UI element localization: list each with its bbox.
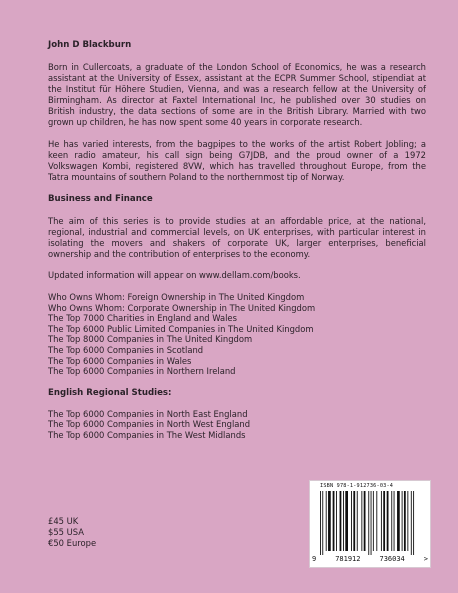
barcode-bar [376, 491, 377, 551]
barcode-bar [353, 491, 355, 551]
barcode-bar [326, 491, 327, 551]
series-title: The Top 8000 Companies in The United Kingdom [48, 334, 253, 345]
barcode-bar [351, 491, 352, 551]
barcode-bar [343, 491, 344, 551]
barcode-bar [322, 491, 323, 555]
barcode-bar [357, 491, 358, 551]
barcode-bar [383, 491, 385, 551]
series-title: The Top 6000 Companies in Northern Ireland [48, 366, 236, 377]
barcode-bar [364, 491, 366, 551]
barcode-bar [402, 491, 403, 551]
price-usa: $55 USA [48, 527, 84, 537]
series-title: Who Owns Whom: Foreign Ownership in The United Kingdom [48, 292, 305, 302]
author-name: John D Blackburn [48, 40, 132, 50]
series-titles-list [48, 292, 426, 377]
barcode-bar [407, 491, 408, 551]
series-title: The Top 6000 Public Limited Companies in The United Kingdom [48, 323, 314, 334]
isbn-barcode [309, 480, 431, 568]
barcode-digit-first: 9 [312, 555, 317, 563]
barcode-bar [368, 491, 369, 555]
barcode-bar [411, 491, 412, 555]
series-title: The Top 6000 Companies in Wales [48, 355, 192, 366]
barcode-bar [361, 491, 362, 551]
regional-title: The Top 6000 Companies in North West England [48, 419, 251, 430]
barcode-bar [373, 491, 374, 551]
price-uk: £45 UK [48, 516, 79, 526]
regional-title: The Top 6000 Companies in The West Midlands [48, 429, 246, 440]
isbn-label: ISBN 978-1-912736-03-4 [320, 483, 394, 489]
barcode-bar [320, 491, 321, 555]
barcode-bar [413, 491, 414, 555]
barcode-bar [336, 491, 337, 551]
regional-title: The Top 6000 Companies in North East England [48, 408, 248, 419]
barcode-end-mark: > [423, 555, 428, 563]
barcode-bar [381, 491, 382, 551]
regional-heading: English Regional Studies: [48, 387, 172, 398]
regional-titles-list [48, 409, 426, 441]
barcode-bar [371, 491, 372, 555]
barcode-bar [340, 491, 342, 551]
series-title: Who Owns Whom: Corporate Ownership in The United Kingdom [48, 302, 316, 313]
barcode-bar [404, 491, 406, 551]
barcode-bar [397, 491, 400, 551]
author-bio-paragraph-1: Born in Cullercoats, a graduate of the London School of Economics, he was a research assistant at the University of Essex, assistant at the ECPR Summer School, stipendiat at the Institut für Höhere Studien, Vienna, and was a research fellow at the University of Birmingham. As director at Faxtel International Inc, he published over 30 studies on British industry, the data sections of some are in the British Library. Married with two grown up children, he has now spent some 40 years in corporate research. [48, 62, 426, 127]
barcode-digits [312, 555, 428, 563]
barcode-bar [328, 491, 331, 551]
update-note: Updated information will appear on www.dellam.com/books. [48, 270, 301, 280]
barcode-bars-icon [318, 491, 422, 555]
back-cover-text [48, 40, 426, 441]
price-list [48, 516, 96, 549]
barcode-digits-right: 736034 [379, 555, 405, 563]
barcode-digits-left: 781912 [335, 555, 361, 563]
series-heading: Business and Finance [48, 194, 153, 204]
series-title: The Top 6000 Companies in Scotland [48, 344, 204, 355]
author-bio-paragraph-2: He has varied interests, from the bagpipes to the works of the artist Robert Jobling; a keen radio amateur, his call sign being G7JDB, and the proud owner of a 1972 Volkswagen Kombi, registered 8VW, which has travelled throughout Europe, from the Tatra mountains of southern Poland to the northernmost tip of Norway. [48, 139, 426, 182]
barcode-bar [391, 491, 392, 551]
barcode-bar [387, 491, 389, 551]
price-europe: €50 Europe [48, 538, 97, 548]
barcode-bar [345, 491, 348, 551]
series-title: The Top 7000 Charities in England and Wales [48, 313, 237, 324]
barcode-bar [333, 491, 335, 551]
series-description: The aim of this series is to provide studies at an affordable price, at the national, regional, industrial and commercial levels, on UK enterprises, with particular interest in isolating the movers and shakers of corporate UK, larger enterprises, beneficial ownership and the contribution of enterprises to the economy. [48, 216, 426, 259]
barcode-bar [394, 491, 395, 551]
